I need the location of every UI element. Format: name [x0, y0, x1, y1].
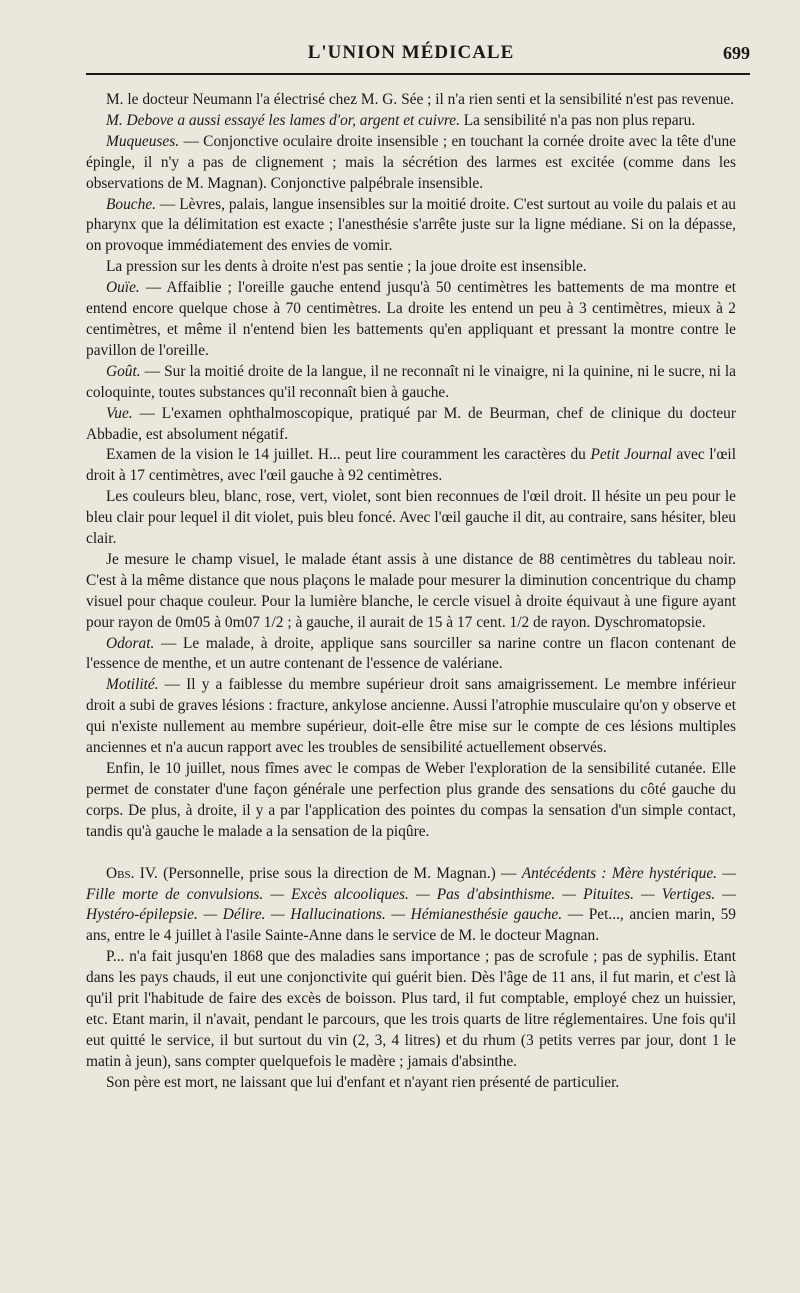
article-body: [86, 76, 736, 1094]
header-rule: [86, 73, 750, 75]
paragraph-couleurs: Les couleurs bleu, blanc, rose, vert, violet, sont bien reconnues de l'œil droit. Il hésite un peu pour le bleu clair pour lequel il dit violet, puis bleu foncé. Avec l'œil gauche il dit, au contraire, sans hésiter, bleu clair.: [86, 488, 736, 548]
paragraph-pere: Son père est mort, ne laissant que lui d'enfant et n'ayant rien présenté de particulier.: [106, 1073, 620, 1091]
paragraph-obs-iv: Obs. IV. (Personnelle, prise sous la direction de M. Magnan.) — Antécédents : Mère hystérique. — Fille morte de convulsions. — Excès alcooliques. — Pas d'absinthisme. — Pituites. — Vertiges. — Hystéro-épilepsie. — Délire. — Hallucinations. — Hémianesthésie gauche. — Pet..., ancien marin, 59 ans, entre le 4 juillet à l'asile Sainte-Anne dans le service de M. le docteur Magnan.: [86, 864, 737, 945]
page-number: 699: [723, 43, 750, 63]
paragraph-champ-visuel: Je mesure le champ visuel, le malade étant assis à une distance de 88 centimètres du tableau noir. C'est à la même distance que nous plaçons le malade pour mesurer la diminution concentrique du champ visuel pour chaque couleur. Pour la lumière blanche, le cercle visuel à droite équivaut à une figure ayant pour rayon de 0m05 à 0m07 1/2 ; à gauche, il aurait de 15 à 17 cent. 1/2 de rayon. Dyschromatopsie.: [86, 550, 736, 631]
paragraph-gout: Goût. — Sur la moitié droite de la langue, il ne reconnaît ni le vinaigre, ni la quinine, ni le sucre, ni la coloquinte, toutes substances qu'il reconnaît bien à gauche.: [86, 362, 736, 401]
paragraph-ouie: Ouïe. — Affaiblie ; l'oreille gauche entend jusqu'à 50 centimètres les battements de ma montre et entend encore quelque chose à 70 centimètres. La droite les entend un peu à 3 centimètres, mieux à 2 centimètres, et même il n'entend bien les battements qu'en appliquant et pressant la montre contre le pavillon de l'oreille.: [86, 279, 736, 359]
paragraph-examen-vision: Examen de la vision le 14 juillet. H... peut lire couramment les caractères du Petit Journal avec l'œil droit à 17 centimètres, avec l'œil gauche à 92 centimètres.: [86, 446, 736, 485]
paragraph-pression: La pression sur les dents à droite n'est pas sentie ; la joue droite est insensible.: [106, 258, 587, 276]
paragraph-vue: Vue. — L'examen ophthalmoscopique, pratiqué par M. de Beurman, chef de clinique du docteur Abbadie, est absolument négatif.: [86, 404, 736, 443]
paragraph-bouche: Bouche. — Lèvres, palais, langue insensibles sur la moitié droite. C'est surtout au voile du palais et au pharynx que la délimitation est exacte ; l'anesthésie s'arrête juste sur la ligne médiane. Si on la dépasse, on provoque immédiatement des envies de vomir.: [86, 195, 736, 255]
paragraph-muqueuses: Muqueuses. — Conjonctive oculaire droite insensible ; en touchant la cornée droite avec la tête d'une épingle, il n'y a pas de clignement ; mais la sécrétion des larmes est excitée (comme dans les observations de M. Magnan). Conjonctive palpébrale insensible.: [86, 132, 736, 192]
paragraph-odorat: Odorat. — Le malade, à droite, applique sans sourciller sa narine contre un flacon contenant de l'essence de menthe, et un autre contenant de l'essence de valériane.: [86, 634, 736, 673]
journal-title: L'UNION MÉDICALE: [307, 42, 515, 63]
paragraph-debove: M. Debove a aussi essayé les lames d'or, argent et cuivre. La sensibilité n'a pas non plus reparu.: [106, 111, 696, 129]
paragraph-enfin: Enfin, le 10 juillet, nous fîmes avec le compas de Weber l'exploration de la sensibilité cutanée. Elle permet de constater d'une façon générale une perfection plus grande des sensations du côté gauche du corps. De plus, à droite, il y a par l'application des pointes du compas la sensation d'un simple contact, tandis qu'à gauche le malade a la sensation de la piqûre.: [86, 760, 736, 840]
paragraph-neumann: M. le docteur Neumann l'a électrisé chez M. G. Sée ; il n'a rien senti et la sensibilité n'est pas revenue.: [106, 91, 735, 108]
paragraph-motilite: Motilité. — Il y a faiblesse du membre supérieur droit sans amaigrissement. Le membre inférieur droit a subi de graves lésions : fracture, ankylose ancienne. Aussi l'atrophie musculaire qu'on y observe et qui n'existe nullement au membre supérieur, doit-elle être mise sur le compte de ces lésions multiples anciennes et n'a aucun rapport avec les troubles de sensibilité actuellement observés.: [86, 676, 736, 757]
paragraph-histoire: P... n'a fait jusqu'en 1868 que des maladies sans importance ; pas de scrofule ; pas de syphilis. Etant dans les pays chauds, il eut une conjonctivite qui guérit bien. Dès l'âge de 11 ans, il fut marin, et c'est là qu'il prit l'habitude de faire des excès de boisson. Plus tard, il fut comptable, employé chez un huissier, etc. Etant marin, il n'avait, pendant le parcours, que les trois quarts de litre réglementaires. Une fois qu'il eut quitté le service, il but surtout du vin (2, 3, 4 litres) et du rhum (3 petits verres par jour, dont 1 le matin à jeun), sans compter quelquefois le madère ; jamais d'absinthe.: [86, 948, 736, 1070]
page-header: [86, 0, 750, 76]
